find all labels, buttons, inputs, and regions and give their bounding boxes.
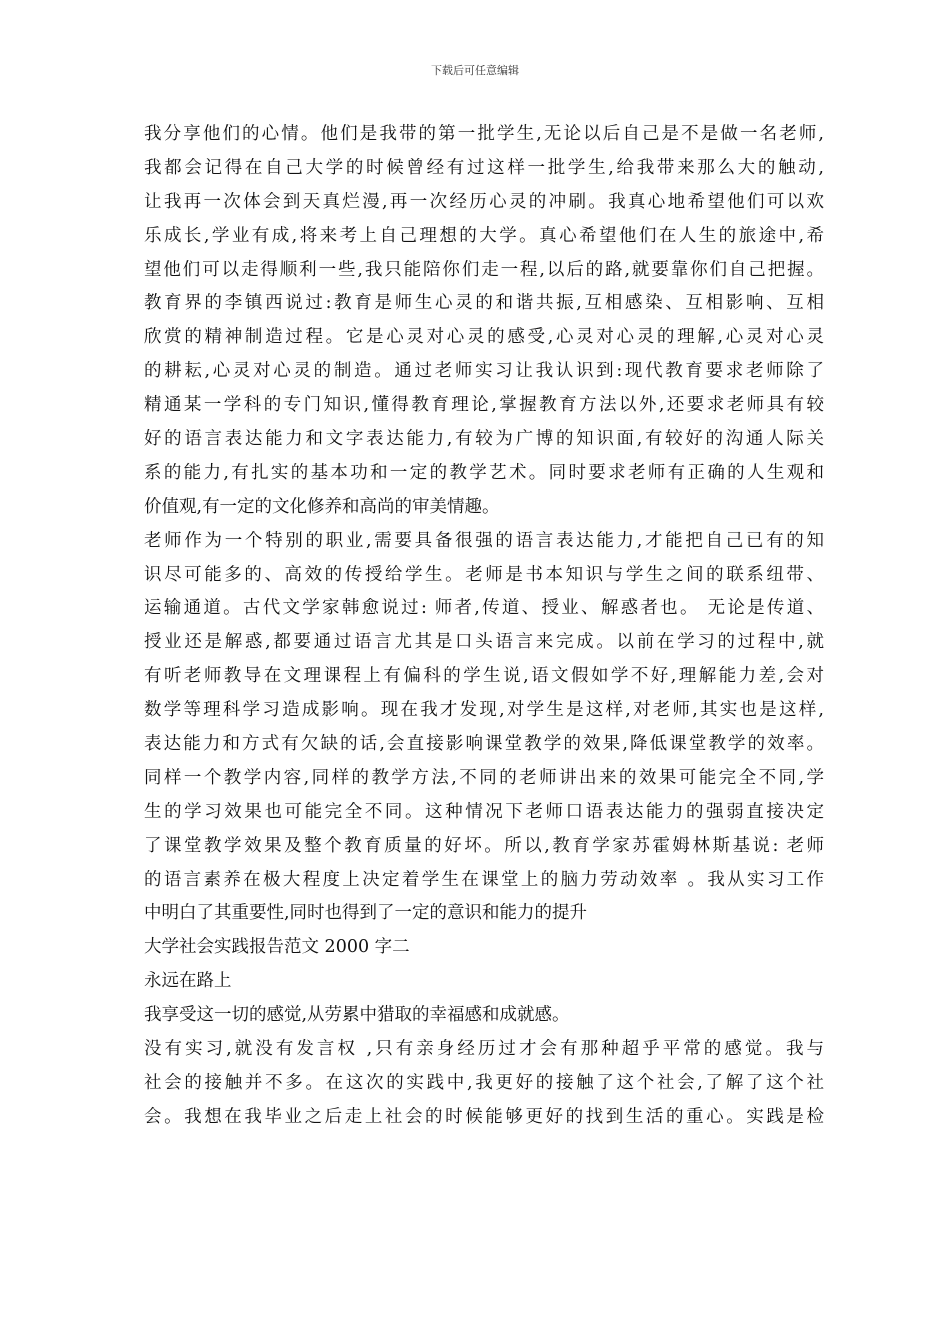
text-line: 教育界的李镇西说过:教育是师生心灵的和谐共振,互相感染、互相影响、互相 [144,293,824,314]
text-line: 望他们可以走得顺利一些,我只能陪你们走一程,以后的路,就要靠你们自己把握。 [144,259,824,280]
text-line: 我分享他们的心情。他们是我带的第一批学生,无论以后自己是不是做一名老师, [144,124,824,144]
text-line: 生的学习效果也可能完全不同。这种情况下老师口语表达能力的强弱直接决定 [144,801,824,822]
text-line: 系的能力,有扎实的基本功和一定的教学艺术。同时要求老师有正确的人生观和 [144,462,824,483]
page-header: 下载后可任意编辑 [431,64,519,77]
body-text [144,118,824,1135]
text-line: 价值观,有一定的文化修养和高尚的审美情趣。 [144,496,500,517]
text-line: 我都会记得在自己大学的时候曾经有过这样一批学生,给我带来那么大的触动, [144,157,824,178]
text-line: 让我再一次体会到天真烂漫,再一次经历心灵的冲刷。我真心地希望他们可以欢 [144,191,824,212]
text-line: 识尽可能多的、高效的传授给学生。老师是书本知识与学生之间的联系纽带、 [144,564,824,585]
text-line: 的语言素养在极大程度上决定着学生在课堂上的脑力劳动效率 。我从实习工作 [144,869,824,890]
text-line: 没有实习,就没有发言权 ,只有亲身经历过才会有那种超乎平常的感觉。我与 [144,1039,824,1060]
text-line: 乐成长,学业有成,将来考上自己理想的大学。真心希望他们在人生的旅途中,希 [144,225,824,246]
text-line: 会。我想在我毕业之后走上社会的时候能够更好的找到生活的重心。实践是检 [144,1106,824,1127]
text-line: 永远在路上 [144,971,232,992]
text-line: 授业还是解惑,都要通过语言尤其是口头语言来完成。以前在学习的过程中,就 [144,632,824,653]
text-line: 同样一个教学内容,同样的教学方法,不同的老师讲出来的效果可能完全不同,学 [144,767,824,788]
text-line: 社会的接触并不多。在这次的实践中,我更好的接触了这个社会,了解了这个社 [144,1072,824,1093]
text-line: 大学社会实践报告范文 2000 字二 [144,937,410,958]
text-line: 欣赏的精神制造过程。它是心灵对心灵的感受,心灵对心灵的理解,心灵对心灵 [144,327,824,348]
text-line: 老师作为一个特别的职业,需要具备很强的语言表达能力,才能把自己已有的知 [144,530,824,551]
text-line: 好的语言表达能力和文字表达能力,有较为广博的知识面,有较好的沟通人际关 [144,429,824,450]
text-line: 我享受这一切的感觉,从劳累中猎取的幸福感和成就感。 [144,1005,570,1026]
text-line: 数学等理科学习造成影响。现在我才发现,对学生是这样,对老师,其实也是这样, [144,700,824,721]
text-line: 表达能力和方式有欠缺的话,会直接影响课堂教学的效果,降低课堂教学的效率。 [144,734,824,755]
text-line: 了课堂教学效果及整个教育质量的好坏。所以,教育学家苏霍姆林斯基说: 老师 [144,835,824,856]
text-line: 中明白了其重要性,同时也得到了一定的意识和能力的提升 [144,903,588,924]
text-line: 的耕耘,心灵对心灵的制造。通过老师实习让我认识到:现代教育要求老师除了 [144,361,824,382]
text-line: 有听老师教导在文理课程上有偏科的学生说,语文假如学不好,理解能力差,会对 [144,666,824,687]
text-line: 运输通道。古代文学家韩愈说过: 师者,传道、授业、解惑者也。 无论是传道、 [144,598,824,619]
text-line: 精通某一学科的专门知识,懂得教育理论,掌握教育方法以外,还要求老师具有较 [144,395,824,416]
